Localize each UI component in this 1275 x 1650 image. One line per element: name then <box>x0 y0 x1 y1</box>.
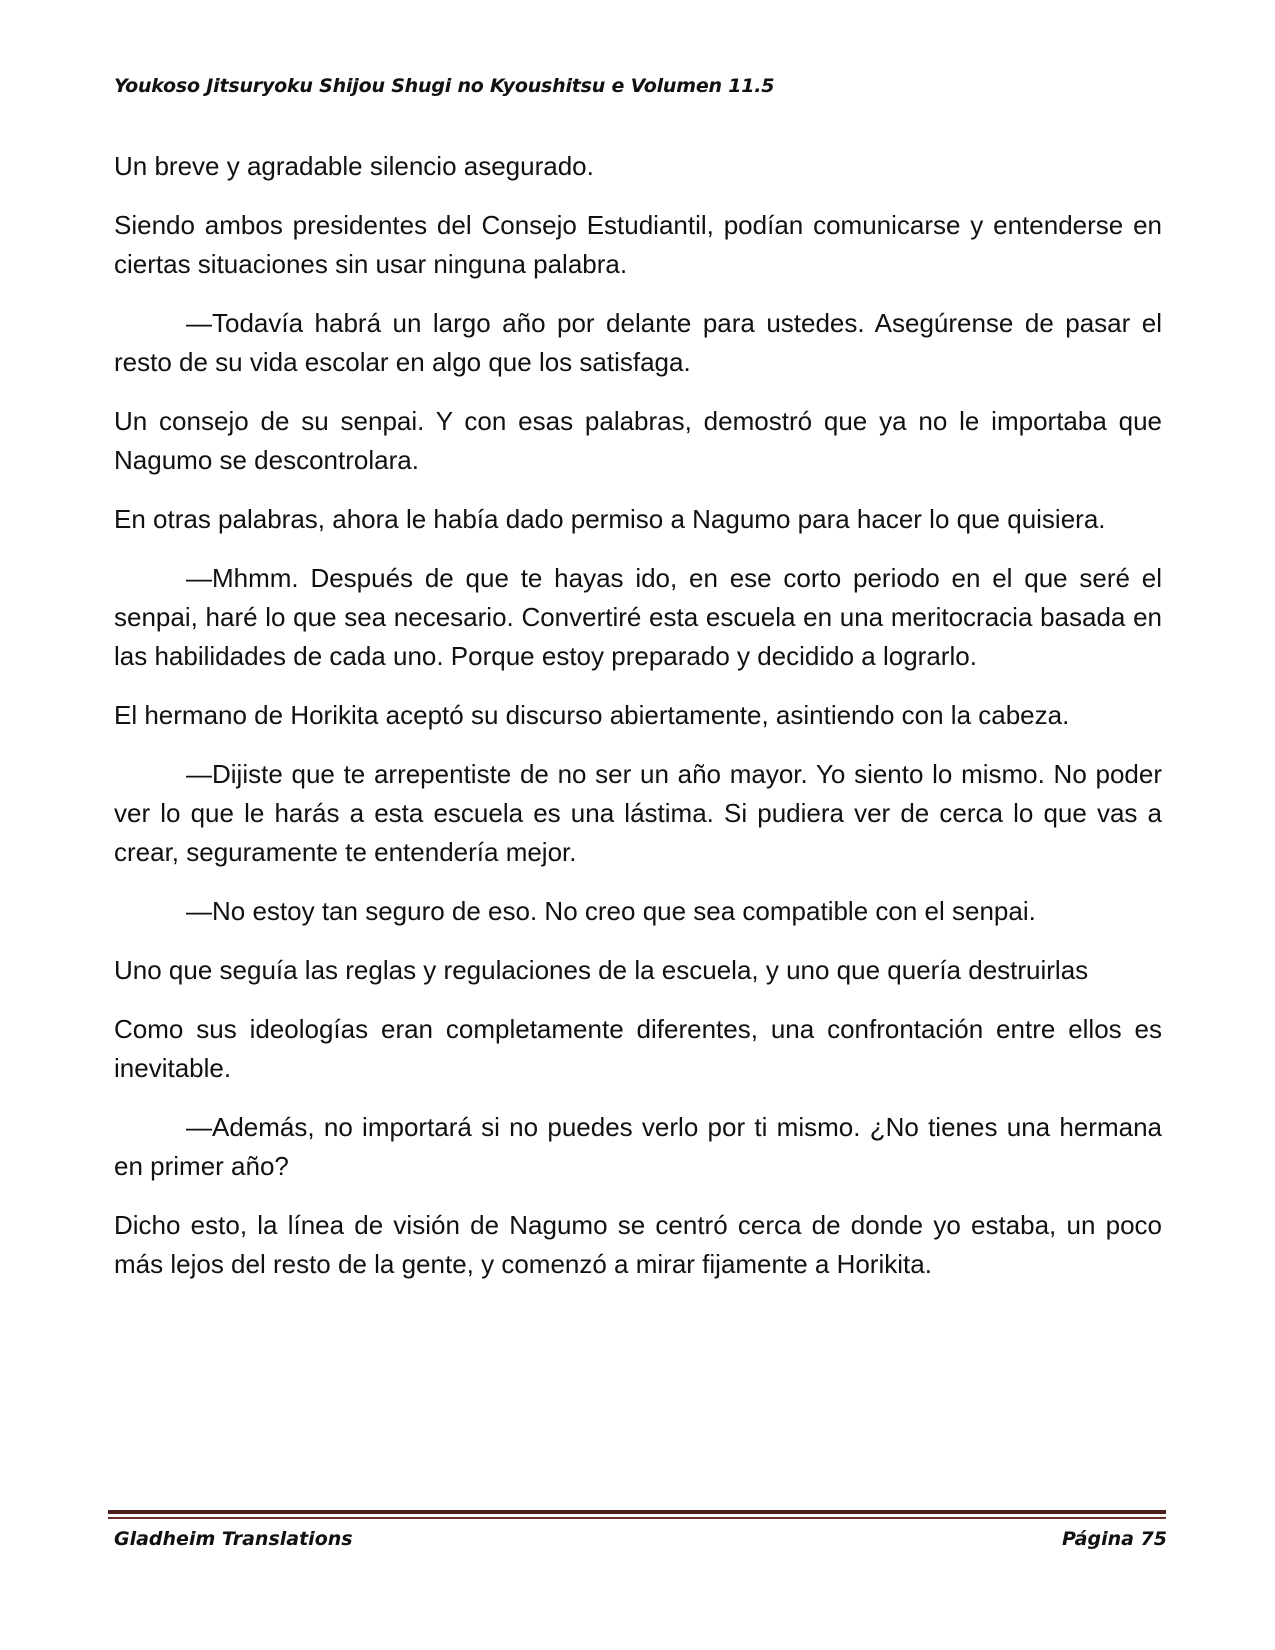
paragraph-10: Uno que seguía las reglas y regulaciones de la escuela, y uno que quería destruirlas <box>114 955 1089 985</box>
paragraph-8-dialogue: —Dijiste que te arrepentiste de no ser un año mayor. Yo siento lo mismo. No poder ver lo que le harás a esta escuela es una lástima. Si pudiera ver de cerca lo que vas a crear, seguramente te entendería mejor. <box>114 759 1162 867</box>
page-body <box>114 147 1162 1304</box>
page-header-title: Youkoso Jitsuryoku Shijou Shugi no Kyoushitsu e Volumen 11.5 <box>114 75 775 97</box>
footer-divider-thick <box>108 1510 1166 1514</box>
paragraph-6-dialogue: —Mhmm. Después de que te hayas ido, en ese corto periodo en el que seré el senpai, haré lo que sea necesario. Convertiré esta escuela en una meritocracia basada en las habilidades de cada uno. Porque estoy preparado y decidido a lograrlo. <box>114 563 1162 671</box>
paragraph-12-dialogue: —Además, no importará si no puedes verlo por ti mismo. ¿No tienes una hermana en primer año? <box>114 1112 1162 1181</box>
paragraph-1: Un breve y agradable silencio asegurado. <box>114 151 594 181</box>
footer-page-number: Página 75 <box>1061 1528 1167 1550</box>
paragraph-4: Un consejo de su senpai. Y con esas palabras, demostró que ya no le importaba que Nagumo se descontrolara. <box>114 406 1162 475</box>
paragraph-3-dialogue: —Todavía habrá un largo año por delante para ustedes. Asegúrense de pasar el resto de su vida escolar en algo que los satisfaga. <box>114 308 1162 377</box>
paragraph-7: El hermano de Horikita aceptó su discurso abiertamente, asintiendo con la cabeza. <box>114 700 1070 730</box>
paragraph-11: Como sus ideologías eran completamente diferentes, una confrontación entre ellos es inevitable. <box>114 1014 1162 1083</box>
paragraph-9-dialogue: —No estoy tan seguro de eso. No creo que sea compatible con el senpai. <box>186 896 1036 926</box>
paragraph-13: Dicho esto, la línea de visión de Nagumo se centró cerca de donde yo estaba, un poco más lejos del resto de la gente, y comenzó a mirar fijamente a Horikita. <box>114 1210 1162 1279</box>
paragraph-5: En otras palabras, ahora le había dado permiso a Nagumo para hacer lo que quisiera. <box>114 504 1106 534</box>
paragraph-2: Siendo ambos presidentes del Consejo Estudiantil, podían comunicarse y entenderse en ciertas situaciones sin usar ninguna palabra. <box>114 210 1162 279</box>
footer-translator-credit: Gladheim Translations <box>114 1528 353 1550</box>
footer-divider-thin <box>108 1517 1166 1519</box>
